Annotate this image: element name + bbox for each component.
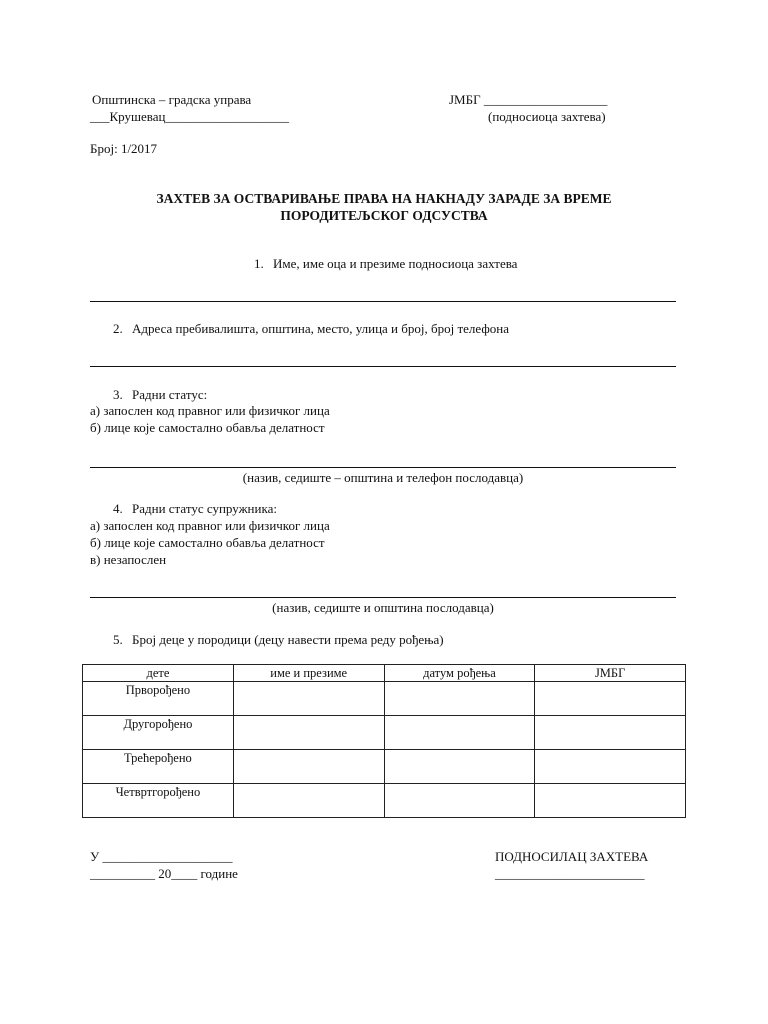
- section-5: [113, 632, 444, 648]
- row-label-second-born: Другорођено: [83, 716, 234, 750]
- section-5-label: Број деце у породици (децу навести према реду рођења): [132, 632, 444, 647]
- name-cell[interactable]: [233, 784, 384, 818]
- section-4-employer-caption: (назив, седиште и општина послодавца): [272, 600, 494, 615]
- column-header-birth-date: датум рођења: [384, 665, 535, 682]
- birth-date-cell[interactable]: [384, 716, 535, 750]
- authority-name: Општинска – градска управа: [92, 92, 252, 107]
- jmbg-cell[interactable]: [535, 716, 686, 750]
- birth-date-cell[interactable]: [384, 784, 535, 818]
- section-2-answer-line[interactable]: [90, 366, 676, 367]
- section-3-option-b[interactable]: б) лице које самостално обавља делатност: [90, 420, 325, 435]
- section-4-number: 4.: [113, 501, 123, 516]
- section-3-employer-line[interactable]: [90, 467, 676, 468]
- birth-date-cell[interactable]: [384, 682, 535, 716]
- section-4-option-a[interactable]: а) запослен код правног или физичког лица: [90, 518, 330, 533]
- place-field[interactable]: У ____________________: [90, 849, 233, 864]
- name-cell[interactable]: [233, 750, 384, 784]
- row-label-fourth-born: Четвртгорођено: [83, 784, 234, 818]
- form-title-line-1: ЗАХТЕВ ЗА ОСТВАРИВАЊЕ ПРАВА НА НАКНАДУ ЗАРАДЕ ЗА ВРЕМЕ: [156, 191, 612, 206]
- section-2: [113, 321, 509, 337]
- section-3-label: Радни статус:: [132, 387, 208, 402]
- form-title: [0, 190, 768, 224]
- section-4-employer-line[interactable]: [90, 597, 676, 598]
- row-label-third-born: Трећерођено: [83, 750, 234, 784]
- section-1-number: 1.: [254, 256, 264, 271]
- city-line: ___Крушевац___________________: [90, 109, 289, 124]
- section-1-label: Име, име оца и презиме подносиоца захтева: [273, 256, 518, 271]
- column-header-child: дете: [83, 665, 234, 682]
- birth-date-cell[interactable]: [384, 750, 535, 784]
- section-4-option-c[interactable]: в) незапослен: [90, 552, 167, 567]
- jmbg-cell[interactable]: [535, 784, 686, 818]
- jmbg-cell[interactable]: [535, 750, 686, 784]
- table-row: [83, 784, 686, 818]
- section-4-label: Радни статус супружника:: [132, 501, 277, 516]
- section-3: [113, 387, 207, 403]
- table-header-row: [83, 665, 686, 682]
- section-4: [113, 501, 277, 517]
- name-cell[interactable]: [233, 716, 384, 750]
- date-field[interactable]: __________ 20____ године: [90, 866, 238, 881]
- jmbg-field: ЈМБГ ___________________: [449, 92, 608, 107]
- row-label-first-born: Прворођено: [83, 682, 234, 716]
- section-2-label: Адреса пребивалишта, општина, место, улица и број, број телефона: [132, 321, 509, 336]
- table-row: [83, 750, 686, 784]
- section-3-employer-caption: (назив, седиште – општина и телефон послодавца): [242, 470, 524, 485]
- section-3-option-a[interactable]: а) запослен код правног или физичког лица: [90, 403, 330, 418]
- section-1: [254, 256, 517, 272]
- column-header-name: име и презиме: [233, 665, 384, 682]
- table-row: [83, 682, 686, 716]
- section-3-number: 3.: [113, 387, 123, 402]
- section-5-number: 5.: [113, 632, 123, 647]
- document-number: Број: 1/2017: [90, 141, 158, 156]
- name-cell[interactable]: [233, 682, 384, 716]
- section-1-answer-line[interactable]: [90, 301, 676, 302]
- jmbg-caption: (подносиоца захтева): [488, 109, 606, 124]
- signer-label: ПОДНОСИЛАЦ ЗАХТЕВА: [495, 849, 649, 864]
- column-header-jmbg: ЈМБГ: [535, 665, 686, 682]
- section-4-option-b[interactable]: б) лице које самостално обавља делатност: [90, 535, 325, 550]
- jmbg-cell[interactable]: [535, 682, 686, 716]
- signature-line[interactable]: _______________________: [495, 866, 645, 881]
- section-2-number: 2.: [113, 321, 123, 336]
- children-table: [82, 664, 686, 818]
- form-title-line-2: ПОРОДИТЕЉСКОГ ОДСУСТВА: [280, 208, 488, 223]
- table-row: [83, 716, 686, 750]
